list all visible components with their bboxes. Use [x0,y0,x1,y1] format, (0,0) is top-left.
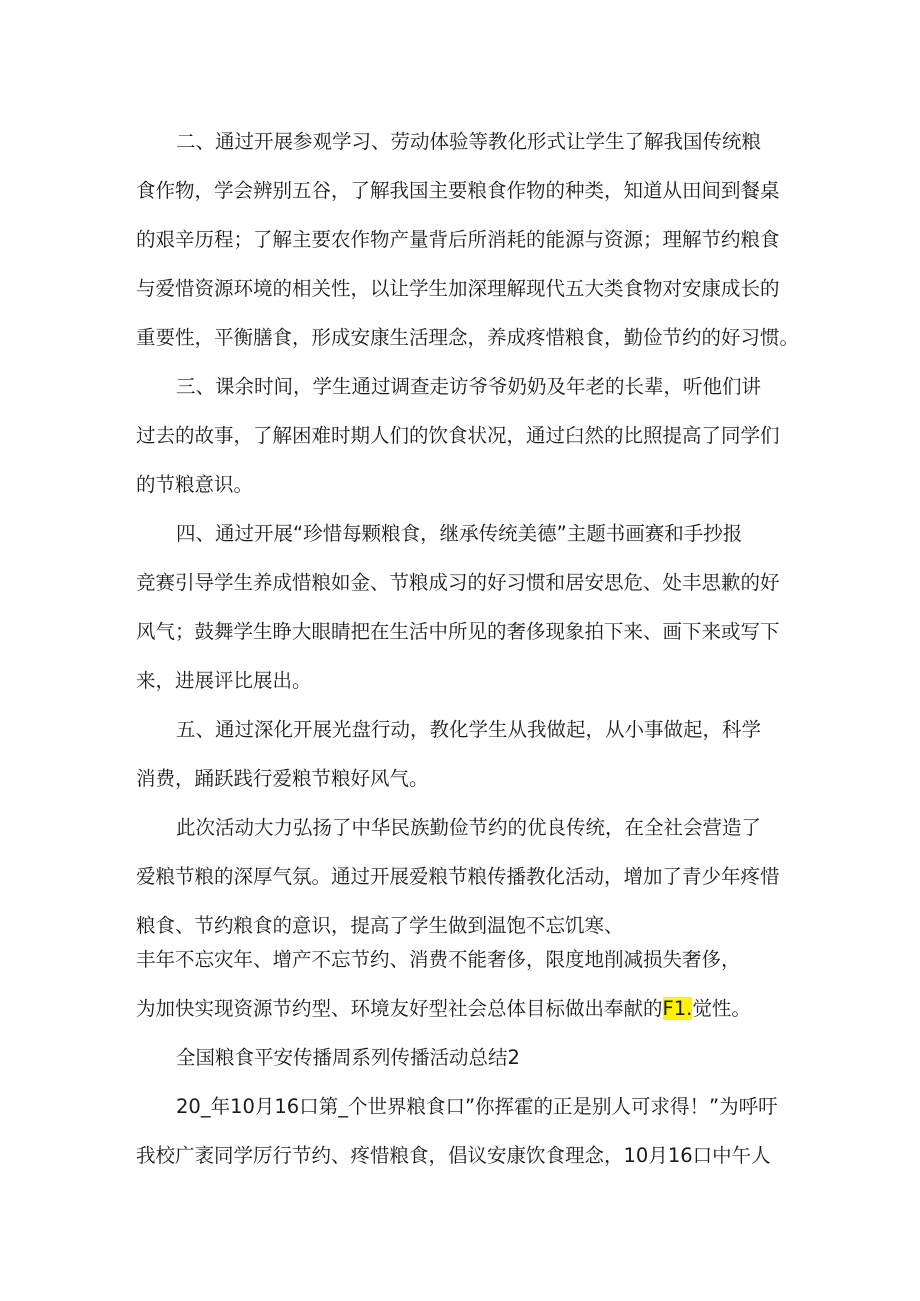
text-line: 重要性，平衡膳食，形成安康生活理念，养成疼惜粮食，勤俭节约的好习惯。 [136,326,800,349]
text-segment: 觉性。 [692,997,751,1020]
text-line [136,995,751,1023]
text-line: 竞赛引导学生养成惜粮如金、节粮成习的好习惯和居安思危、处丰思歉的好 [136,571,780,594]
text-line: 三、课余时间，学生通过调查走访爷爷奶奶及年老的长辈，听他们讲 [176,375,762,398]
text-segment: 为加快实现资源节约型、环境友好型社会总体目标做出奉献的 [136,997,663,1020]
text-line: 的节粮意识。 [136,473,254,496]
text-line: 二、通过开展参观学习、劳动体验等教化形式让学生了解我国传统粮 [176,130,762,153]
text-line: 丰年不忘灾年、增产不忘节约、消费不能奢侈，限度地削减损失奢侈， [136,948,741,971]
text-line: 来，进展评比展出。 [136,669,312,692]
text-line: 五、通过深化开展光盘行动，教化学生从我做起，从小事做起，科学 [176,718,762,741]
text-line: 四、通过开展“珍惜每颗粮食，继承传统美德”主题书画赛和手抄报 [176,522,743,545]
text-line: 的艰辛历程；了解主要农作物产量背后所消耗的能源与资源；理解节约粮食 [136,228,780,251]
text-line: 过去的故事，了解困难时期人们的饮食状况，通过臼然的比照提高了同学们 [136,424,780,447]
text-line: 爱粮节粮的深厚气氛。通过开展爱粮节粮传播教化活动，增加了青少年疼惜 [136,865,780,888]
section-heading: 全国粮食平安传播周系列传播活动总结2 [176,1046,520,1069]
text-line: 粮食、节约粮食的意识，提高了学生做到温饱不忘饥寒、 [136,914,624,937]
text-line: 我校广袤同学厉行节约、疼惜粮食，倡议安康饮食理念，10月16口中午人 [136,1144,771,1167]
text-line: 消费，踊跃践行爱粮节粮好风气。 [136,767,429,790]
text-line: 20_年10月16口第_个世界粮食口”你挥霍的正是别人可求得！”为呼吁 [176,1095,778,1118]
text-line: 风气；鼓舞学生睁大眼睛把在生活中所见的奢侈现象拍下来、画下来或写下 [136,620,780,643]
text-line: 此次活动大力弘扬了中华民族勤俭节约的优良传统，在全社会营造了 [176,816,762,839]
text-line: 与爱惜资源环境的相关性，以让学生加深理解现代五大类食物对安康成长的 [136,277,780,300]
highlighted-text: F1. [662,997,693,1020]
text-line: 食作物，学会辨别五谷，了解我国主要粮食作物的种类，知道从田间到餐桌 [136,179,780,202]
